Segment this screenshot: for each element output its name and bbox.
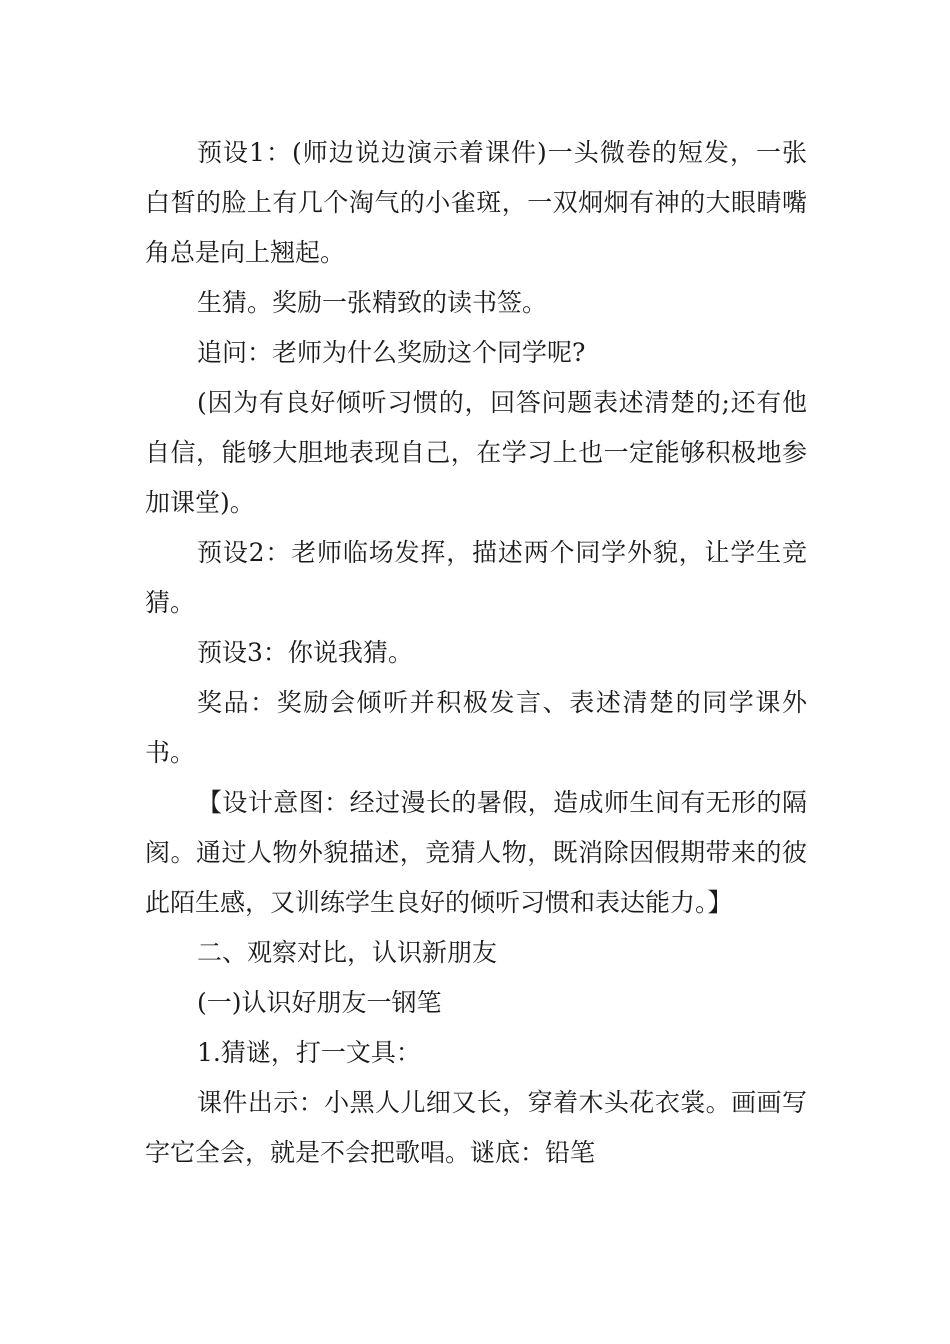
paragraph-follow-up-question: 追问：老师为什么奖励这个同学呢?: [197, 338, 586, 367]
document-body: [145, 128, 807, 1178]
paragraph-design-intent: 【设计意图：经过漫长的暑假，造成师生间有无形的隔阂。通过人物外貌描述，竞猜人物，既消除因假期带来的彼此陌生感，又训练学生良好的倾听习惯和表达能力。】: [145, 788, 807, 917]
paragraph-riddle-intro: 1.猜谜，打一文具：: [197, 1038, 421, 1067]
subsection-heading-pen: (一)认识好朋友一钢笔: [197, 988, 442, 1017]
paragraph-reason: (因为有良好倾听习惯的，回答问题表述清楚的;还有他自信，能够大胆地表现自己，在学习上也一定能够积极地参加课堂)。: [145, 388, 807, 517]
section-heading-observe-compare: 二、观察对比，认识新朋友: [197, 938, 498, 967]
paragraph-prize: 奖品：奖励会倾听并积极发言、表述清楚的同学课外书。: [145, 688, 807, 767]
paragraph-preset-2: 预设2：老师临场发挥，描述两个同学外貌，让学生竞猜。: [145, 538, 807, 617]
paragraph-student-guess: 生猜。奖励一张精致的读书签。: [197, 288, 548, 317]
paragraph-preset-1: 预设1：(师边说边演示着课件)一头微卷的短发，一张白皙的脸上有几个淘气的小雀斑，一双炯炯有神的大眼睛嘴角总是向上翘起。: [145, 138, 807, 267]
paragraph-preset-3: 预设3：你说我猜。: [197, 638, 413, 667]
paragraph-courseware-riddle: 课件出示：小黑人儿细又长，穿着木头花衣裳。画画写字它全会，就是不会把歌唱。谜底：铅笔: [145, 1088, 807, 1167]
